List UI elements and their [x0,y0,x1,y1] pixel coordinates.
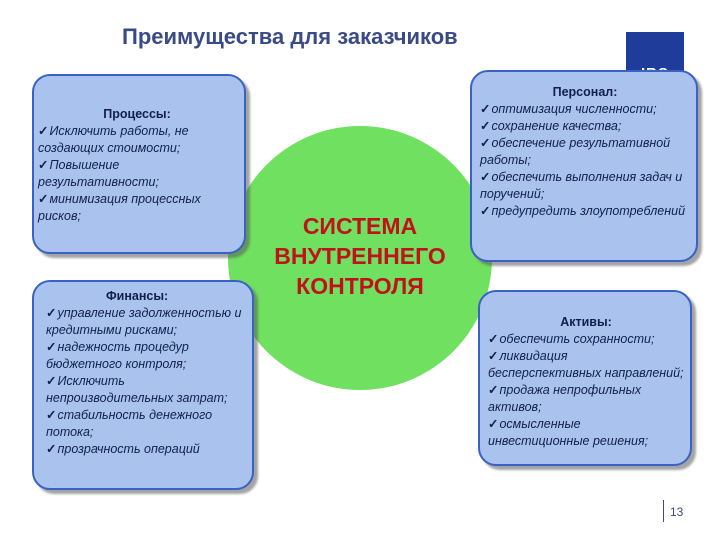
assets-item: ✓ осмысленные инвестиционные решения; [488,416,684,450]
center-line: ВНУТРЕННЕГО [274,243,446,269]
personnel-item: ✓ обеспечение результативной работы; [480,135,690,169]
center-line: СИСТЕМА [302,213,418,239]
page-number: 13 [670,505,684,519]
center-circle [228,126,492,390]
processes-card [32,74,246,254]
center-line: КОНТРОЛЯ [296,273,424,299]
personnel-item: ✓ сохранение качества; [480,118,690,135]
assets-item: ✓ обеспечить сохранности; [488,331,684,348]
finance-item: ✓ стабильность денежного потока; [46,407,244,441]
processes-item: ✓ Исключить работы, не создающих стоимости; [38,123,236,157]
finance-item: ✓ управление задолженностью и кредитными рисками; [46,305,244,339]
finance-heading: Финансы: [106,289,169,303]
personnel-card [470,70,698,262]
finance-card [32,280,254,490]
assets-heading: Активы: [560,315,612,329]
personnel-heading: Персонал: [552,85,618,99]
processes-item: ✓ Повышение результативности; [38,157,236,191]
personnel-item: ✓ обеспечить выполнения задач и поручений; [480,169,690,203]
assets-item: ✓ ликвидация бесперспективных направлений; [488,348,684,382]
assets-card [478,290,692,466]
page-divider [663,500,664,522]
assets-item: ✓ продажа непрофильных активов; [488,382,684,416]
processes-item: ✓ минимизация процессных рисков; [38,191,236,225]
personnel-item: ✓ предупредить злоупотреблений [480,203,690,220]
finance-item: ✓ надежность процедур бюджетного контроля; [46,339,244,373]
finance-item: ✓ Исключить непроизводительных затрат; [46,373,244,407]
center-label [274,211,445,301]
finance-item: ✓ прозрачность операций [46,441,244,458]
slide-title: Преимущества для заказчиков [122,24,458,49]
processes-heading: Процессы: [103,107,171,121]
personnel-item: ✓ оптимизация численности; [480,101,690,118]
